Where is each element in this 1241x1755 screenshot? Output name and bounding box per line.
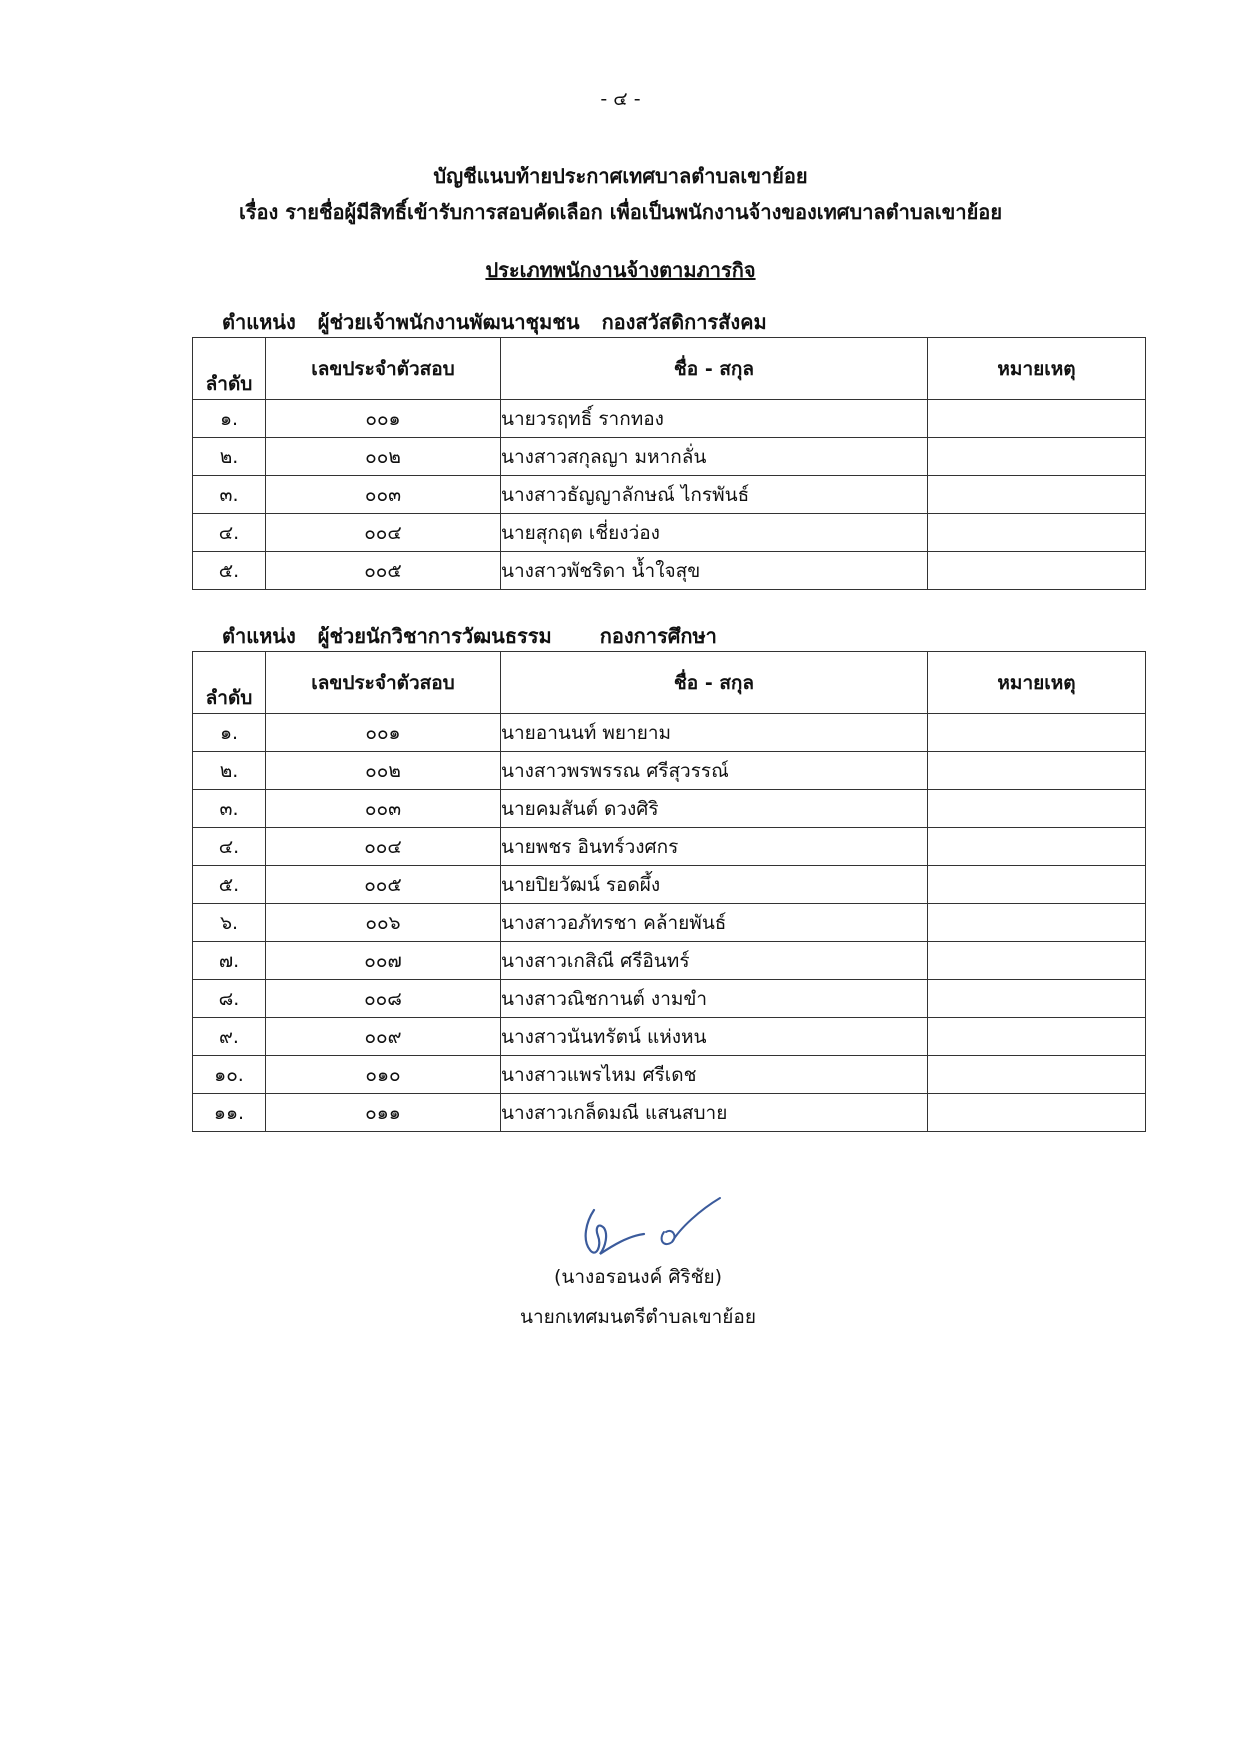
row-name: นางสาวธัญญาลักษณ์ ไกรพันธ์: [501, 476, 928, 514]
table-row: [193, 904, 1146, 942]
row-code: ๐๐๕: [266, 552, 501, 590]
col-header-name: ชื่อ - สกุล: [501, 338, 928, 400]
header-title: บัญชีแนบท้ายประกาศเทศบาลตำบลเขาย้อย: [433, 164, 808, 188]
table-row: [193, 1094, 1146, 1132]
row-remark: [928, 752, 1146, 790]
row-name: นางสาวพัชริดา น้ำใจสุข: [501, 552, 928, 590]
row-remark: [928, 1094, 1146, 1132]
row-no: ๙.: [193, 1018, 266, 1056]
row-no: ๑๐.: [193, 1056, 266, 1094]
signature-mark: [568, 1188, 728, 1270]
row-name: นายวรฤทธิ์ รากทอง: [501, 400, 928, 438]
table-row: [193, 828, 1146, 866]
table-row: [193, 866, 1146, 904]
section2-position-line: [222, 620, 717, 652]
row-name: นายพชร อินทร์วงศกร: [501, 828, 928, 866]
row-no: ๓.: [193, 790, 266, 828]
row-no: ๒.: [193, 438, 266, 476]
row-code: ๐๐๕: [266, 866, 501, 904]
row-name: นางสาวนันทรัตน์ แห่งหน: [501, 1018, 928, 1056]
row-remark: [928, 714, 1146, 752]
row-code: ๐๐๗: [266, 942, 501, 980]
col-header-code: เลขประจำตัวสอบ: [266, 338, 501, 400]
row-remark: [928, 790, 1146, 828]
row-name: นางสาวเกล็ดมณี แสนสบาย: [501, 1094, 928, 1132]
row-code: ๐๐๔: [266, 828, 501, 866]
row-name: นางสาวณิชกานต์ งามขำ: [501, 980, 928, 1018]
row-remark: [928, 438, 1146, 476]
table-row: [193, 942, 1146, 980]
row-no: ๒.: [193, 752, 266, 790]
row-remark: [928, 476, 1146, 514]
row-no: ๖.: [193, 904, 266, 942]
row-code: ๐๐๓: [266, 476, 501, 514]
table-header-row: [193, 652, 1146, 714]
candidate-table-2: [192, 651, 1146, 1132]
row-remark: [928, 1018, 1146, 1056]
row-name: นางสาวแพรไหม ศรีเดช: [501, 1056, 928, 1094]
section2-division: กองการศึกษา: [599, 624, 717, 648]
col-header-no: ลำดับ: [193, 652, 266, 714]
row-no: ๑.: [193, 714, 266, 752]
row-name: นางสาวสกุลญา มหากลั่น: [501, 438, 928, 476]
col-header-remark: หมายเหตุ: [928, 338, 1146, 400]
row-no: ๔.: [193, 514, 266, 552]
row-name: นายปิยวัฒน์ รอดผึ้ง: [501, 866, 928, 904]
row-remark: [928, 980, 1146, 1018]
candidate-table-1: [192, 337, 1146, 590]
row-code: ๐๐๒: [266, 752, 501, 790]
table-row: [193, 1018, 1146, 1056]
row-code: ๐๑๐: [266, 1056, 501, 1094]
row-code: ๐๐๙: [266, 1018, 501, 1056]
table-header-row: [193, 338, 1146, 400]
row-remark: [928, 942, 1146, 980]
table-row: [193, 980, 1146, 1018]
row-code: ๐๑๑: [266, 1094, 501, 1132]
row-no: ๕.: [193, 866, 266, 904]
section1-position: ผู้ช่วยเจ้าพนักงานพัฒนาชุมชน: [317, 310, 580, 334]
row-no: ๕.: [193, 552, 266, 590]
header-subject: เรื่อง รายชื่อผู้มีสิทธิ์เข้ารับการสอบคัดเลือก เพื่อเป็นพนักงานจ้างของเทศบาลตำบลเขาย้อย: [238, 200, 1003, 224]
signer-title: นายกเทศมนตรีตำบลเขาย้อย: [520, 1306, 756, 1328]
table-row: [193, 438, 1146, 476]
table-row: [193, 552, 1146, 590]
row-no: ๑.: [193, 400, 266, 438]
row-no: ๓.: [193, 476, 266, 514]
table-row: [193, 714, 1146, 752]
row-name: นายสุกฤต เชี่ยงว่อง: [501, 514, 928, 552]
row-name: นางสาวอภัทรชา คล้ายพันธ์: [501, 904, 928, 942]
employee-category: ประเภทพนักงานจ้างตามภารกิจ: [485, 258, 756, 282]
row-no: ๑๑.: [193, 1094, 266, 1132]
table-row: [193, 1056, 1146, 1094]
row-code: ๐๐๑: [266, 400, 501, 438]
page-number: - ๔ -: [600, 88, 641, 110]
row-name: นางสาวพรพรรณ ศรีสุวรรณ์: [501, 752, 928, 790]
row-no: ๗.: [193, 942, 266, 980]
row-name: นางสาวเกสิณี ศรีอินทร์: [501, 942, 928, 980]
row-code: ๐๐๓: [266, 790, 501, 828]
row-code: ๐๐๖: [266, 904, 501, 942]
table-row: [193, 790, 1146, 828]
row-name: นายคมสันต์ ดวงศิริ: [501, 790, 928, 828]
row-remark: [928, 828, 1146, 866]
table-row: [193, 514, 1146, 552]
row-code: ๐๐๒: [266, 438, 501, 476]
row-remark: [928, 1056, 1146, 1094]
section1-label: ตำแหน่ง: [222, 310, 296, 334]
signer-name: (นางอรอนงค์ ศิริชัย): [553, 1266, 723, 1288]
row-remark: [928, 904, 1146, 942]
table-row: [193, 400, 1146, 438]
section2-position: ผู้ช่วยนักวิชาการวัฒนธรรม: [317, 624, 552, 648]
col-header-code: เลขประจำตัวสอบ: [266, 652, 501, 714]
row-remark: [928, 552, 1146, 590]
col-header-remark: หมายเหตุ: [928, 652, 1146, 714]
row-remark: [928, 400, 1146, 438]
document-header: [0, 158, 1241, 230]
row-no: ๘.: [193, 980, 266, 1018]
row-no: ๔.: [193, 828, 266, 866]
col-header-no: ลำดับ: [193, 338, 266, 400]
row-code: ๐๐๑: [266, 714, 501, 752]
row-remark: [928, 514, 1146, 552]
table-row: [193, 752, 1146, 790]
section1-position-line: [222, 306, 767, 338]
row-remark: [928, 866, 1146, 904]
row-code: ๐๐๔: [266, 514, 501, 552]
row-code: ๐๐๘: [266, 980, 501, 1018]
section1-division: กองสวัสดิการสังคม: [601, 310, 767, 334]
row-name: นายอานนท์ พยายาม: [501, 714, 928, 752]
col-header-name: ชื่อ - สกุล: [501, 652, 928, 714]
section2-label: ตำแหน่ง: [222, 624, 296, 648]
table-row: [193, 476, 1146, 514]
